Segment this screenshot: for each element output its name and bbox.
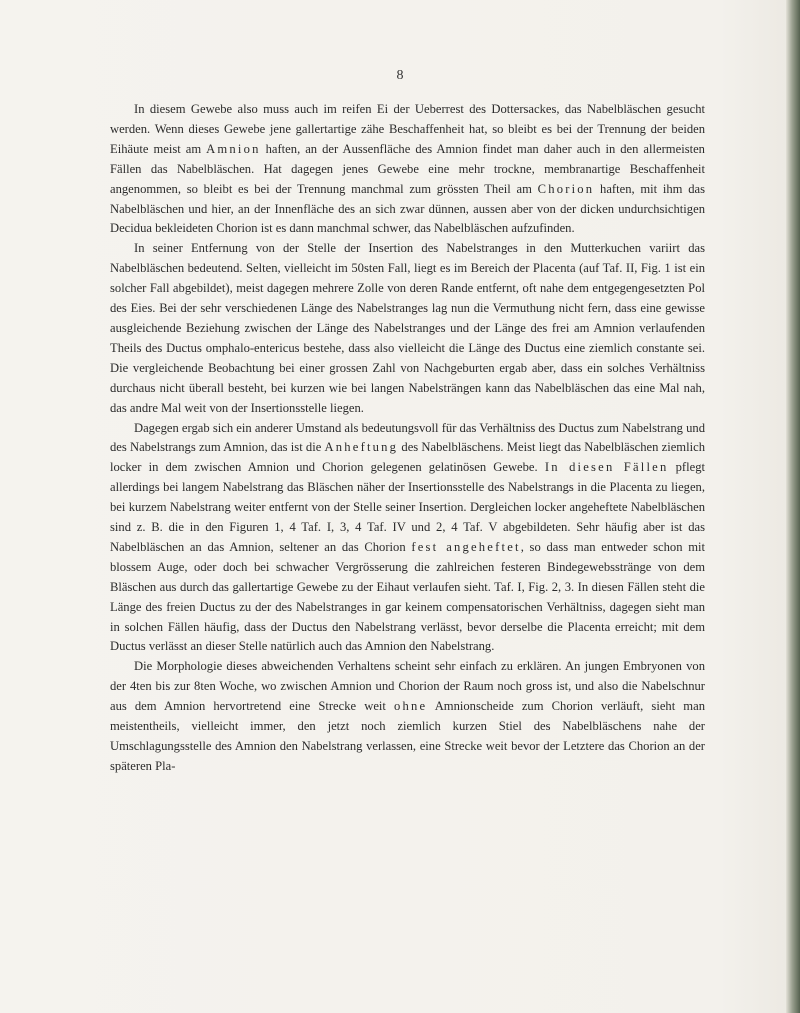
spaced-emphasis-text: fest angeheftet [411, 539, 521, 554]
paragraph-text: pflegt allerdings bei langem Nabelstrang das Bläschen näher der Insertionsstelle des Nabelstrangs in die Placenta zu liegen, bei kurzem Nabelstrang weiter entfernt von der Stelle seiner Insertion. Dergleichen locker angeheftete Nabelbläschen sind z. B. die in den Figuren 1, 4 Taf. I, 3, 4 Taf. IV und 2, 4 Taf. V abgebildeten. Sehr häufig aber ist das Nabelbläschen an das Amnion, seltener an das Chorion [110, 460, 705, 554]
paragraph [110, 100, 705, 239]
paragraph-text: haften, an der Aussenfläche des Amnion findet man daher auch in den allermeisten Fällen das Nabelbläschen. Hat dagegen jenes Gewebe eine mehr trockne, membranartige Beschaffenheit angenommen, so bleibt es bei der Trennung manchmal zum grössten Theil am [110, 141, 705, 196]
page-number: 8 [396, 68, 404, 83]
paragraph-text: , so dass man entweder schon mit blossem Auge, oder doch bei schwacher Vergrösserung die zahlreichen festeren Bindegewebsstränge von dem Bläschen aus durch das gallertartige Gewebe zu der Eihaut verlaufen sieht. Taf. I, Fig. 2, 3. In diesen Fällen steht die Länge des freien Ductus zu der des Nabelstranges in gar keinem compensatorischen Verhältniss, dagegen sieht man in solchen Fällen häufig, dass der Ductus den Nabelstrang verlässt, bevor derselbe die Placenta erreicht; mit dem Ductus verlässt an dieser Stelle natürlich auch das Amnion den Nabelstrang. [110, 539, 705, 654]
paragraph-text: des Nabelbläschens. Meist liegt das Nabelbläschen ziemlich locker in dem zwischen Amnion und Chorion gelegenen gelatinösen Gewebe. [110, 440, 705, 475]
spaced-emphasis-text: ohne [394, 699, 428, 714]
spaced-emphasis-text: Anheftung [324, 440, 399, 455]
body-text [110, 100, 705, 777]
spaced-emphasis-text: Amnion [206, 141, 261, 156]
spaced-emphasis-text: In diesen Fällen [544, 460, 669, 475]
paragraph [110, 239, 705, 418]
paragraph-text: Dagegen ergab sich ein anderer Umstand als bedeutungsvoll für das Verhältniss des Ductus zum Nabelstrang und des Nabelstrangs zum Amnion, das ist die [110, 420, 705, 455]
paragraph [110, 419, 705, 658]
spaced-emphasis-text: Chorion [537, 181, 595, 196]
paragraph-text: In seiner Entfernung von der Stelle der Insertion des Nabelstranges in den Mutterkuchen variirt das Nabelbläschen bedeutend. Selten, vielleicht im 50sten Fall, liegt es im Bereich der Placenta (auf Taf. II, Fig. 1 ist ein solcher Fall abgebildet), meist dagegen mehrere Zolle von deren Rande entfernt, oft nahe dem entgegengesetzten Pol des Eies. Bei der sehr verschiedenen Länge des Nabelstranges lag nun die Vermuthung nicht fern, dass eine gewisse ausgleichende Beziehung zwischen der Länge des Nabelstranges und der Länge des frei am Amnion verlaufenden Theils des Ductus omphalo-entericus bestehe, dass also vielleicht die Länge des Ductus eine ziemlich constante sei. Die vergleichende Beobachtung bei einer grossen Zahl von Nachgeburten ergab aber, dass ein solches Verhältniss durchaus nicht überall besteht, bei kurzen wie bei langen Nabelsträngen kann das Nabelbläschen das eine Mal nah, das andre Mal weit von der Insertionsstelle liegen. [110, 241, 705, 415]
book-binding-edge [786, 0, 800, 1013]
paragraph-text: haften, mit ihm das Nabelbläschen und hier, an der Innenfläche des an sich zwar dünnen, aussen aber von der dicken undurchsichtigen Decidua bekleideten Chorion ist es dann manchmal schwer, das Nabelbläschen aufzufinden. [110, 181, 705, 236]
paragraph [110, 657, 705, 776]
paragraph-text: Amnionscheide zum Chorion verläuft, sieht man meistentheils, vielleicht immer, den jetzt noch ziemlich kurzen Stiel des Nabelbläschens nahe der Umschlagungsstelle des Amnion den Nabelstrang verlassen, eine Strecke weit bevor der Letztere das Chorion an der späteren Pla- [110, 699, 705, 773]
paragraph-text: Die Morphologie dieses abweichenden Verhaltens scheint sehr einfach zu erklären. An jungen Embryonen von der 4ten bis zur 8ten Woche, wo zwischen Amnion und Chorion der Raum noch gross ist, und also die Nabelschnur aus dem Amnion hervortretend eine Strecke weit [110, 659, 705, 714]
paragraph-text: In diesem Gewebe also muss auch im reifen Ei der Ueberrest des Dottersackes, das Nabelbläschen gesucht werden. Wenn dieses Gewebe jene gallertartige zähe Beschaffenheit hat, so bleibt es bei der Trennung der beiden Eihäute meist am [110, 102, 705, 156]
